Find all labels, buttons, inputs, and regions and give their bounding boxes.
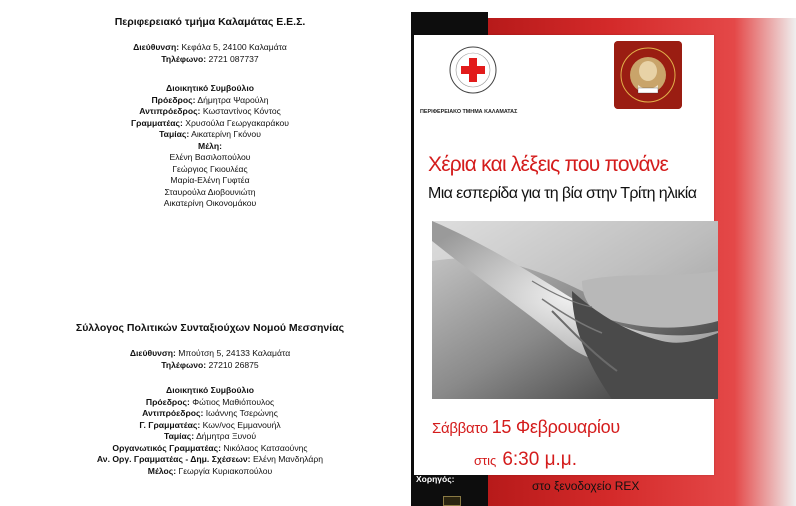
org2-board-row: Οργανωτικός Γραμματέας: Νικόλαος Κατσαούνης xyxy=(112,442,308,453)
org2-title: Σύλλογος Πολιτικών Συνταξιούχων Νομού Μεσσηνίας xyxy=(75,322,345,334)
holding-hands-photo xyxy=(432,221,718,399)
red-cross-label: ΠΕΡΙΦΕΡΕΙΑΚΟ ΤΜΗΜΑ ΚΑΛΑΜΑΤΑΣ xyxy=(420,109,518,115)
nestor-seal-logo xyxy=(614,41,682,109)
org1-board-row: Γραμματέας: Χρυσούλα Γεωργακαράκου xyxy=(130,117,290,128)
org2-phone: Τηλέφωνο: 27210 26875 xyxy=(161,359,259,370)
org1-member: Μαρία-Ελένη Γυφτέα xyxy=(170,175,250,185)
sponsor-label: Χορηγός: xyxy=(416,474,455,484)
org1-phone: Τηλέφωνο: 2721 087737 xyxy=(161,53,259,64)
org1-board-row: Ταμίας: Αικατερίνη Γκόνου xyxy=(159,129,261,139)
org2-section xyxy=(40,322,380,477)
event-venue: στο ξενοδοχείο REX xyxy=(532,479,640,493)
org2-board-row: Αν. Οργ. Γραμματέας - Δημ. Σχέσεων: Ελένη Μανδηλάρη xyxy=(96,454,324,464)
event-poster xyxy=(411,12,796,506)
org1-address: Διεύθυνση: Κεφάλα 5, 24100 Καλαμάτα xyxy=(133,42,287,52)
org2-board xyxy=(40,385,380,477)
event-time: στις 6:30 μ.μ. xyxy=(474,449,578,470)
org1-section xyxy=(40,16,380,210)
sponsor-logo xyxy=(443,496,461,506)
org2-board-row: Ταμίας: Δήμητρα Ξυνού xyxy=(163,431,257,441)
org1-board-row: Πρόεδρος: Δήμητρα Ψαρούλη xyxy=(151,94,269,105)
org2-board-row: Μέλος: Γεωργία Κυριακοπούλου xyxy=(147,465,273,476)
org2-address: Διεύθυνση: Μπούτση 5, 24133 Καλαμάτα xyxy=(129,348,291,358)
org1-board-row: Αντιπρόεδρος: Κωσταντίνος Κόντος xyxy=(139,106,281,116)
org1-member: Ελένη Βασιλοπούλου xyxy=(169,152,251,162)
red-cross-logo xyxy=(448,45,498,95)
org2-board-row: Πρόεδρος: Φώτιος Μαθιόπουλος xyxy=(145,396,275,407)
org1-board xyxy=(40,83,380,210)
org1-member: Σταυρούλα Διοβουνιώτη xyxy=(164,186,256,197)
org2-board-row: Γ. Γραμματέας: Κων/νος Εμμανουήλ xyxy=(139,419,281,430)
org1-board-heading: Διοικητικό Συμβούλιο xyxy=(166,83,254,93)
org2-contact xyxy=(40,348,380,371)
org1-title: Περιφερειακό τμήμα Καλαμάτας Ε.Ε.Σ. xyxy=(114,16,306,28)
event-date: Σάββατο 15 Φεβρουαρίου xyxy=(432,417,620,437)
org2-board-row: Αντιπρόεδρος: Ιωάννης Τσερώνης xyxy=(142,408,278,418)
org1-contact xyxy=(40,42,380,65)
event-headline: Χέρια και λέξεις που πονάνε xyxy=(428,153,669,176)
org1-members-heading: Μέλη: xyxy=(198,140,222,151)
event-subheadline: Μια εσπερίδα για τη βία στην Τρίτη ηλικία xyxy=(428,185,697,202)
org2-board-heading: Διοικητικό Συμβούλιο xyxy=(166,385,254,395)
org1-member: Γεώργιος Γκιουλέας xyxy=(172,163,248,174)
org1-member: Αικατερίνη Οικονομάκου xyxy=(163,198,257,208)
